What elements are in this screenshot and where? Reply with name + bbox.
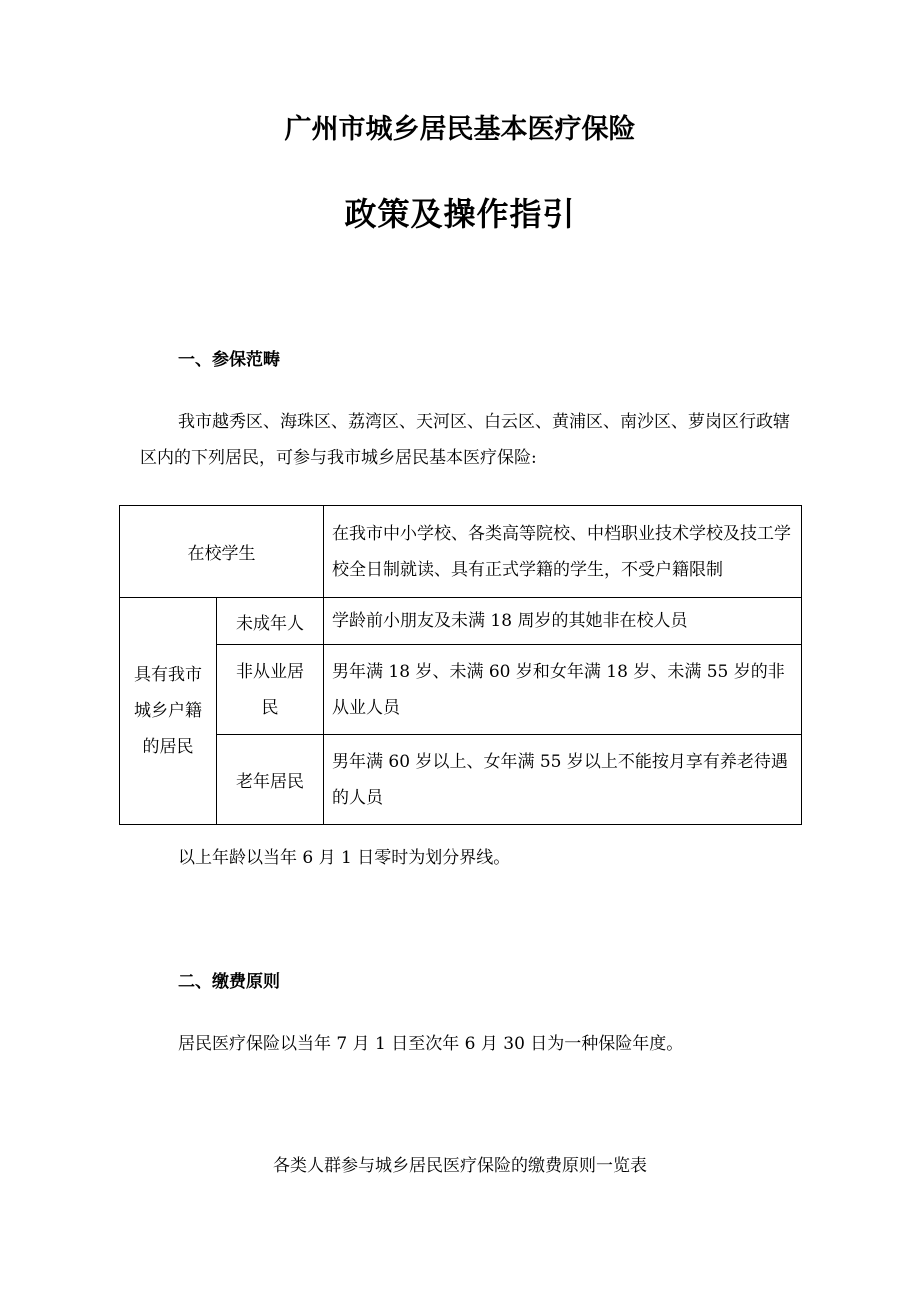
insurance-year-paragraph: 居民医疗保险以当年 7 月 1 日至次年 6 月 30 日为一种保险年度。 — [178, 1034, 684, 1054]
student-desc-cell: 在我市中小学校、各类高等院校、中档职业技术学校及技工学校全日制就读、具有正式学籍的学生，不受户籍限制 — [324, 506, 802, 598]
payment-table-caption: 各类人群参与城乡居民医疗保险的缴费原则一览表 — [273, 1156, 647, 1176]
student-label-cell: 在校学生 — [120, 506, 324, 598]
document-title: 广州市城乡居民基本医疗保险 — [284, 114, 636, 145]
table-row — [120, 506, 802, 598]
resident-group-label-cell: 具有我市城乡户籍的居民 — [120, 598, 217, 825]
category-desc-cell: 学龄前小朋友及未满 18 周岁的其她非在校人员 — [324, 598, 802, 645]
category-label-cell: 未成年人 — [217, 598, 324, 645]
scope-intro-paragraph: 我市越秀区、海珠区、荔湾区、天河区、白云区、黄浦区、南沙区、萝岗区行政辖区内的下列居民，可参与我市城乡居民基本医疗保险: — [140, 412, 790, 468]
category-desc-cell: 男年满 60 岁以上、女年满 55 岁以上不能按月享有养老待遇的人员 — [324, 735, 802, 825]
section-heading-scope: 一、参保范畴 — [178, 350, 280, 370]
table-row — [120, 598, 802, 645]
document-subtitle: 政策及操作指引 — [344, 195, 576, 233]
table-row — [120, 735, 802, 825]
scope-table — [119, 505, 802, 825]
section-heading-payment: 二、缴费原则 — [178, 972, 280, 992]
category-label-cell: 老年居民 — [217, 735, 324, 825]
age-cutoff-note: 以上年龄以当年 6 月 1 日零时为划分界线。 — [178, 848, 511, 868]
category-label-cell: 非从业居民 — [217, 645, 324, 735]
table-row — [120, 645, 802, 735]
category-desc-cell: 男年满 18 岁、未满 60 岁和女年满 18 岁、未满 55 岁的非从业人员 — [324, 645, 802, 735]
